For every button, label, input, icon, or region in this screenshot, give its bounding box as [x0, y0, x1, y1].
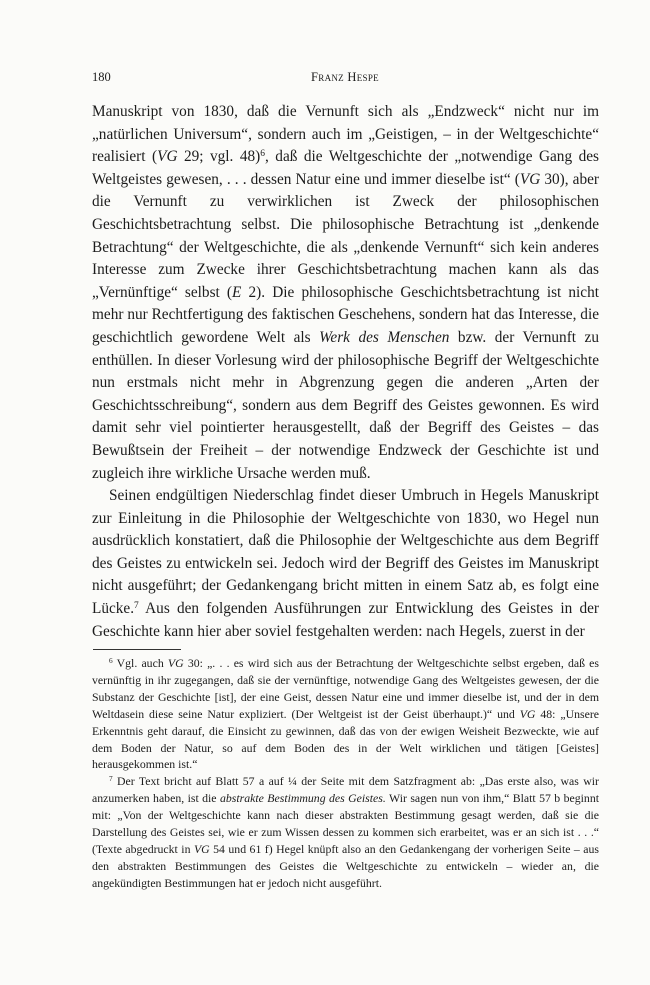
italic-text: VG [157, 148, 178, 166]
footnote-marker: 6 [260, 148, 265, 159]
italic-text: VG [193, 841, 210, 856]
running-head-author: Franz Hespe [311, 70, 379, 84]
footnote-6: $^6$ Vgl. auch VG 30: „. . . es wird sich aus der Betrachtung der Weltgeschichte selbst ergeben, daß es vernünftig in ihr zugegangen, daß sie der vernünftige, notwendige Gang des Weltgeistes gewesen, der die Substanz der Geschichte [ist], der eine Geist, dessen Natur eine und immer dieselbe ist, und der in dem Weltdasein diese seine Natur expliziert. (Der Weltgeist ist der Geist überhaupt.)“ und VG 48: „Unsere Erkenntnis geht darauf, die Einsicht zu gewinnen, daß das von der ewigen Weisheit Bezweckte, wie auf dem Boden der Natur, so auf dem Boden des in der Welt wirklichen und tätigen [Geistes] herausgekommen ist.“ [92, 655, 599, 772]
footnote-marker: 6 [109, 655, 113, 665]
footnote-marker: 7 [109, 774, 113, 784]
italic-text: abstrakte Bestimmung des Geistes. [219, 791, 386, 806]
body-text [92, 101, 599, 643]
italic-text: Werk des Menschen [319, 328, 450, 346]
italic-text: VG [519, 706, 536, 721]
italic-text: VG [167, 656, 184, 670]
italic-text: VG [519, 170, 541, 188]
page-header [92, 70, 598, 90]
footnote-marker: 7 [134, 600, 139, 611]
paragraph-2: Seinen endgültigen Niederschlag findet dieser Umbruch in Hegels Manuskript zur Einleitung in die Philosophie der Weltgeschichte von 1830, wo Hegel nun ausdrücklich konstatiert, daß die Philosophie der Weltgeschichte aus dem Begriff des Geistes zu entwickeln sei. Jedoch wird der Begriff des Geistes im Manuskript nicht ausgeführt; der Gedankengang bricht mitten in einem Satz ab, es folgt eine Lücke.$^7$ Aus den folgenden Ausführungen zur Entwicklung des Geistes in der Geschichte kann hier aber soviel festgehalten werden: nach Hegels, zuerst in der [92, 487, 599, 640]
paragraph-1: Manuskript von 1830, daß die Vernunft sich als „Endzweck“ nicht nur im „natürlichen Universum“, sondern auch im „Geistigen, – in der Weltgeschichte“ realisiert (VG 29; vgl. 48)$^6$, daß die Weltgeschichte der „notwendige Gang des Weltgeistes gewesen, . . . dessen Natur eine und immer dieselbe ist“ (VG 30), aber die Vernunft zu verwirklichen ist Zweck der philosophischen Geschichtsbetrachtung selbst. Die philosophische Betrachtung ist „denkende Betrachtung“ der Weltgeschichte, die als „denkende Vernunft“ sich kein anderes Interesse zum Zwecke ihrer Geschichtsbetrachtung machen kann als das „Vernünftige“ selbst (E 2). Die philosophische Geschichtsbetrachtung ist nicht mehr nur Rechtfertigung des faktischen Geschehens, sondern hat das Interesse, die geschichtlich gewordene Welt als Werk des Menschen bzw. der Vernunft zu enthüllen. In dieser Vorlesung wird der philosophische Begriff der Weltgeschichte nun erstmals nicht mehr in Abgrenzung gegen die anderen „Arten der Geschichtsschreibung“, sondern aus dem Begriff des Geistes gewonnen. Es wird damit sehr viel pointierter herausgestellt, daß der Begriff des Geistes – das Bewußtsein der Freiheit – der notwendige Endzweck der Geschichte ist und zugleich ihre wirkliche Ursache werden muß. [92, 103, 600, 482]
page-number: 180 [92, 70, 111, 84]
footnote-separator [93, 649, 181, 650]
footnote-7: $^7$ Der Text bricht auf Blatt 57 a auf ¼ der Seite mit dem Satzfragment ab: „Das erste also, was wir anzumerken haben, ist die abstrakte Bestimmung des Geistes. Wir sagen nun von ihm,“ Blatt 57 b beginnt mit: „Von der Weltgeschichte kann nach dieser abstrakten Bestimmung gesagt werden, daß sie die Darstellung des Geistes sei, wie er zum Wissen dessen zu kommen sich erarbeitet, was er an sich ist . . .“ (Texte abgedruckt in VG 54 und 61 f) Hegel knüpft also an den Gedankengang der vorherigen Seite – aus den abstrakten Bestimmungen des Geistes die Weltgeschichte zu entwickeln – wieder an, die angekündigten Bestimmungen hat er jedoch nicht ausgeführt. [92, 774, 600, 890]
footnotes [92, 655, 599, 892]
italic-text: E [232, 283, 242, 301]
